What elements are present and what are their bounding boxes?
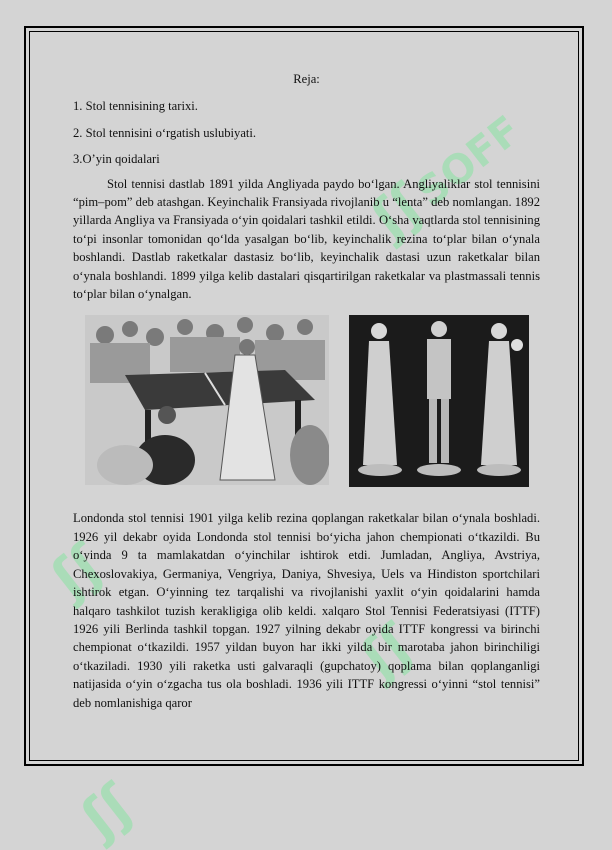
plan-item-1: 1. Stol tennisining tarixi. (73, 99, 198, 114)
paragraph-london: Londonda stol tennisi 1901 yilga kelib rezina qoplangan raketkalar bilan o‘ynala boshladi. 1926 yil dekabr oyida Londonda stol tennisi bo‘yicha jahon chempionati o‘tkazildi. Bu o‘yinda 9 ta mamlakatdan o‘yinchilar ishtirok etdi. Jumladan, Angliya, Avstriya, Chexoslovakiya, Germaniya, Vengriya, Daniya, Shvesiya, Uels va Hindiston sportchilari ishtirok etgan. O‘yinning tez tarqalishi va rivojlanishi yaxlit o‘yin qoidalarini hamda halqaro tashkilot tuzish kerakligiga olib keldi. xalqaro Stol Tennisi Federatsiyasi (ITTF) 1926 yili Berlinda tashkil topgan. 1927 yilning dekabr oyida ITTF kongressi va birinchi chempionat o‘tkazildi. 1957 yildan buyon har ikki yilda bir marotaba jahon birinchiligi o‘tkaziladi. 1930 yili raketka usti galvaraqli (gupchatoy) qoplama bilan qoplanganligi natijasida o‘yin o‘zgacha tus ola boshladi. 1936 yili ITTF kongressi o‘yinni “stol tennisi” deb nomlanishiga qaror (73, 511, 540, 710)
plan-item-2: 2. Stol tennisini o‘rgatish uslubiyati. (73, 125, 257, 140)
watermark-bottom-left: ʃʃ (70, 772, 145, 850)
watermark-bottom: ʃʃ (350, 612, 425, 690)
paragraph-history: Stol tennisi dastlab 1891 yilda Angliyada paydo bo‘lgan. Angliyaliklar stol tennisini “pim–pom” deb atashgan. Keyinchalik Fransiyada rivojlanib u “lenta” deb nomlangan. 1892 yillarda Angliya va Fransiyada o‘yin qoidalari tashkil etildi. O‘sha vaqtlarda stol tennisining to‘pi insonlar tomonidan qo‘lda yasalgan bo‘lib, keyinchalik rezina to‘plar bilan o‘ynala boshlandi. Dastlab raketkalar dastasiz bo‘lib, keyinchalik dastasi uzun raketkalar bilan o‘ynala boshlandi. 1899 yilga kelib dastalari qisqartirilgan raketkalar va plastmassali tennis to‘plar bilan o‘ynalgan. (73, 176, 540, 302)
document-content (73, 70, 540, 712)
plan-item-3: 3.O’yin qoidalari (73, 152, 160, 167)
plan-title: Reja: (293, 72, 320, 86)
figurines-photo-image (349, 315, 529, 487)
watermark-top: ʃʃSOFF (360, 107, 530, 250)
watermark-left: ʃʃ (40, 532, 115, 610)
illustrations (73, 315, 540, 493)
ping-pong-engraving-image (85, 315, 329, 485)
